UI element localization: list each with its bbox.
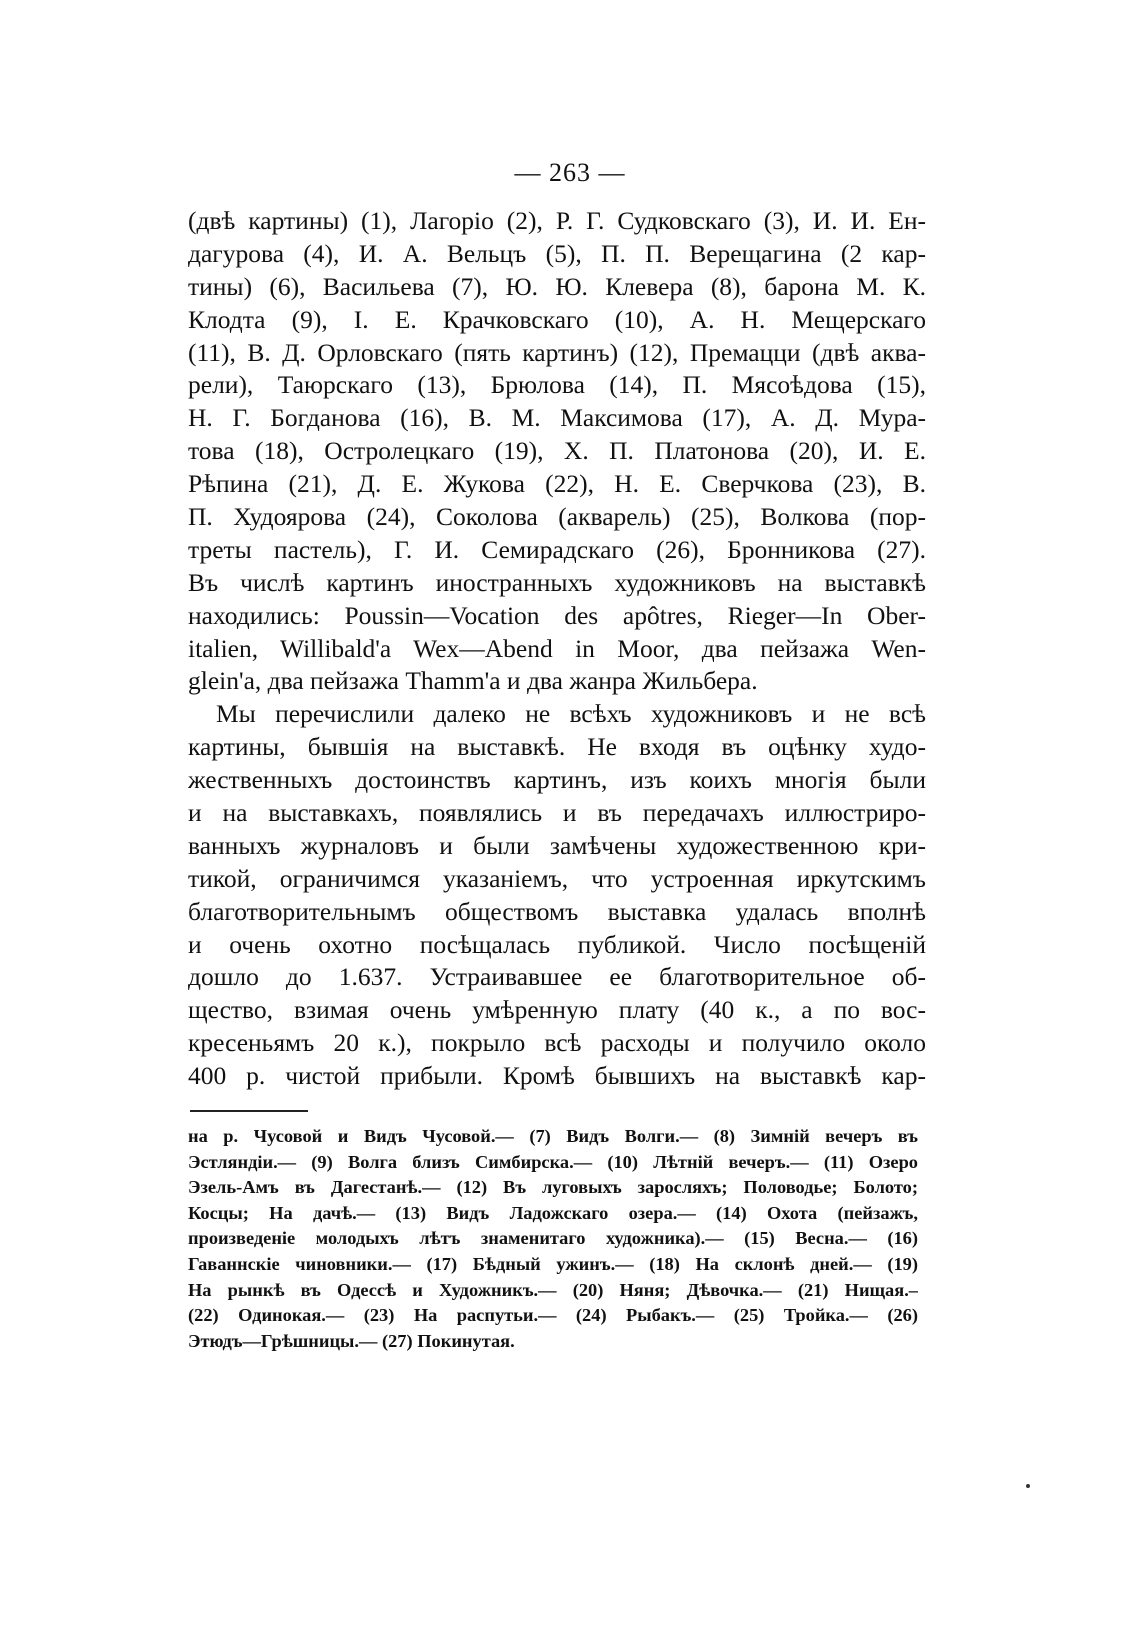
text-line: Н. Г. Богданова (16), В. М. Максимова (17), А. Д. Мура- [188, 403, 926, 433]
text-line: Рѣпина (21), Д. Е. Жукова (22), Н. Е. Сверчкова (23), В. [188, 469, 926, 499]
ink-speck [1026, 1484, 1030, 1488]
text-line: тины) (6), Васильева (7), Ю. Ю. Клевера (8), барона М. К. [188, 271, 926, 301]
footnotes [188, 1124, 918, 1354]
text-line: кресеньямъ 20 к.), покрыло всѣ расходы и получило около [188, 1028, 926, 1058]
footnote-line: (22) Одинокая.— (23) На распутьи.— (24) Рыбакъ.— (25) Тройка.— (26) [188, 1305, 918, 1326]
text-line: П. Худоярова (24), Соколова (акварель) (25), Волкова (пор- [188, 502, 926, 532]
footnote-line: произведеніе молодыхъ лѣтъ знаменитаго художника).— (15) Весна.— (16) [188, 1228, 918, 1249]
text-line: това (18), Остролецкаго (19), Х. П. Платонова (20), И. Е. [188, 436, 926, 466]
text-line: glein'a, два пейзажа Thamm'a и два жанра Жильбера. [188, 666, 758, 696]
text-line: тикой, ограничимся указаніемъ, что устроенная иркутскимъ [188, 863, 926, 893]
text-line: Въ числѣ картинъ иностранныхъ художниковъ на выставкѣ [188, 567, 926, 597]
text-line: благотворительнымъ обществомъ выставка удалась вполнѣ [188, 896, 926, 926]
text-line: дагурова (4), И. А. Вельцъ (5), П. П. Верещагина (2 кар- [188, 238, 926, 268]
footnote-line: Эзель-Амъ въ Дагестанѣ.— (12) Въ луговыхъ заросляхъ; Половодье; Болото; [188, 1177, 918, 1198]
main-text [188, 205, 926, 1093]
text-line: щество, взимая очень умѣренную плату (40 к., а по вос- [188, 995, 926, 1025]
text-line: ванныхъ журналовъ и были замѣчены художественною кри- [188, 830, 926, 860]
text-line: и на выставкахъ, появлялись и въ передачахъ иллюстриро- [188, 798, 926, 828]
text-line: и очень охотно посѣщалась публикой. Число посѣщеній [188, 929, 926, 959]
footnote-line: Эстляндіи.— (9) Волга близъ Симбирска.— (10) Лѣтній вечеръ.— (11) Озеро [188, 1151, 918, 1172]
footnote-line: Этюдъ—Грѣшницы.— (27) Покинутая. [188, 1330, 515, 1351]
footnote-divider [190, 1110, 308, 1112]
text-line: рели), Таюрскаго (13), Брюлова (14), П. Мясоѣдова (15), [188, 370, 926, 400]
text-line: картины, бывшія на выставкѣ. Не входя въ оцѣнку худо- [188, 732, 926, 762]
text-line: жественныхъ достоинствъ картинъ, изъ коихъ многія были [188, 765, 926, 795]
text-line: (11), В. Д. Орловскаго (пять картинъ) (12), Премацци (двѣ аква- [188, 337, 926, 367]
page-number: — 263 — [514, 158, 626, 187]
footnote-line: На рынкѣ въ Одессѣ и Художникъ.— (20) Няня; Дѣвочка.— (21) Нищая.– [188, 1279, 918, 1300]
text-line: дошло до 1.637. Устраивавшее ее благотворительное об- [188, 962, 926, 992]
footnote-line: Гаваннскіе чиновники.— (17) Бѣдный ужинъ.— (18) На склонѣ дней.— (19) [188, 1253, 918, 1274]
text-line: Мы перечислили далеко не всѣхъ художниковъ и не всѣ [216, 699, 926, 729]
text-line: находились: Poussin—Vocation des apôtres, Rieger—In Ober- [188, 600, 926, 630]
text-line: italien, Willibald'a Wex—Abend in Moor, два пейзажа Wen- [188, 633, 926, 663]
text-line: треты пастель), Г. И. Семирадскаго (26), Бронникова (27). [188, 534, 926, 564]
footnote-line: на р. Чусовой и Видъ Чусовой.— (7) Видъ Волги.— (8) Зимній вечеръ въ [188, 1126, 918, 1146]
text-line: 400 р. чистой прибыли. Кромѣ бывшихъ на выставкѣ кар- [188, 1061, 926, 1091]
text-line: Клодта (9), І. Е. Крачковскаго (10), А. Н. Мещерскаго [188, 304, 926, 334]
footnote-line: Косцы; На дачѣ.— (13) Видъ Ладожскаго озера.— (14) Охота (пейзажъ, [188, 1202, 918, 1223]
text-line: (двѣ картины) (1), Лагоріо (2), Р. Г. Судковскаго (3), И. И. Ен- [188, 206, 926, 235]
